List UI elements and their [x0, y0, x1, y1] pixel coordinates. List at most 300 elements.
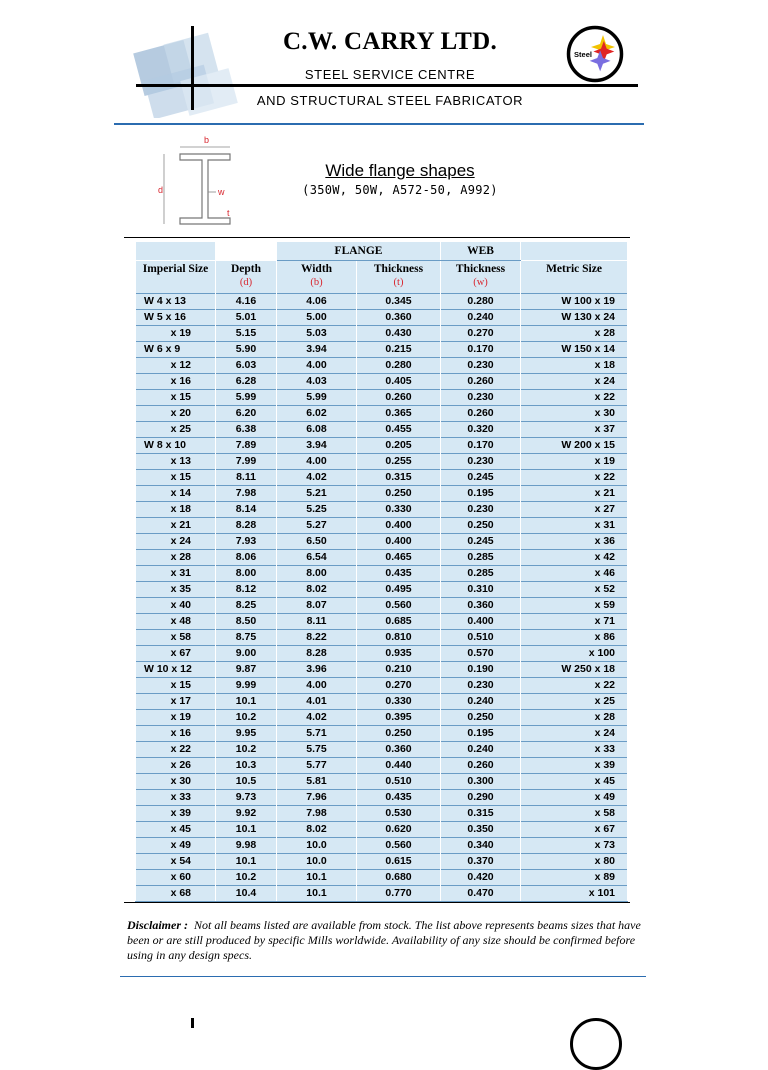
cell-flange-thickness: 0.270: [357, 678, 441, 694]
cell-depth: 10.4: [216, 886, 277, 902]
cell-imperial-size: x 16: [136, 726, 216, 742]
table-row: [136, 550, 628, 566]
header-vertical-rule: [191, 26, 194, 110]
cell-metric-size: W 150 x 14: [521, 342, 628, 358]
table-row: [136, 806, 628, 822]
col-header-width: [277, 261, 357, 294]
table-row: [136, 566, 628, 582]
cell-flange-thickness: 0.435: [357, 790, 441, 806]
cell-flange-width: 6.50: [277, 534, 357, 550]
cell-web-thickness: 0.420: [441, 870, 521, 886]
cell-flange-thickness: 0.400: [357, 518, 441, 534]
cell-metric-size: x 22: [521, 390, 628, 406]
cell-depth: 10.3: [216, 758, 277, 774]
cell-web-thickness: 0.400: [441, 614, 521, 630]
cell-depth: 4.16: [216, 294, 277, 310]
table-row: [136, 726, 628, 742]
company-tagline-1: STEEL SERVICE CENTRE: [304, 67, 476, 82]
cell-web-thickness: 0.230: [441, 358, 521, 374]
cell-metric-size: x 42: [521, 550, 628, 566]
col-header-flange-thickness: [357, 261, 441, 294]
cell-depth: 9.87: [216, 662, 277, 678]
cell-imperial-size: W 10 x 12: [136, 662, 216, 678]
cell-imperial-size: W 8 x 10: [136, 438, 216, 454]
cell-imperial-size: x 67: [136, 646, 216, 662]
cell-flange-thickness: 0.430: [357, 326, 441, 342]
blank-header: [136, 242, 216, 261]
col-symbol: (b): [310, 277, 323, 288]
cell-flange-width: 5.99: [277, 390, 357, 406]
cell-web-thickness: 0.300: [441, 774, 521, 790]
cell-web-thickness: 0.470: [441, 886, 521, 902]
table-row: [136, 790, 628, 806]
cell-imperial-size: x 12: [136, 358, 216, 374]
footer-divider: [120, 976, 646, 977]
cell-imperial-size: x 18: [136, 502, 216, 518]
table-row: [136, 662, 628, 678]
table-top-rule: [124, 237, 630, 238]
shape-grades: (350W, 50W, A572-50, A992): [302, 183, 498, 197]
cell-metric-size: x 37: [521, 422, 628, 438]
cell-depth: 9.73: [216, 790, 277, 806]
cell-depth: 8.28: [216, 518, 277, 534]
cell-metric-size: x 39: [521, 758, 628, 774]
cell-flange-thickness: 0.315: [357, 470, 441, 486]
cell-flange-width: 5.00: [277, 310, 357, 326]
table-row: [136, 886, 628, 902]
cell-metric-size: x 80: [521, 854, 628, 870]
cell-depth: 8.25: [216, 598, 277, 614]
cell-depth: 8.11: [216, 470, 277, 486]
cell-flange-width: 7.98: [277, 806, 357, 822]
cell-flange-width: 4.00: [277, 358, 357, 374]
cell-metric-size: x 21: [521, 486, 628, 502]
beam-dimensions-table: [135, 242, 628, 902]
steelmark-logo-icon: [566, 25, 624, 83]
cell-flange-width: 8.02: [277, 582, 357, 598]
cell-imperial-size: x 15: [136, 678, 216, 694]
cell-flange-thickness: 0.435: [357, 566, 441, 582]
cell-web-thickness: 0.340: [441, 838, 521, 854]
table-row: [136, 582, 628, 598]
table-row: [136, 342, 628, 358]
cell-imperial-size: x 54: [136, 854, 216, 870]
cell-imperial-size: x 30: [136, 774, 216, 790]
cell-depth: 10.1: [216, 854, 277, 870]
cell-flange-width: 6.54: [277, 550, 357, 566]
cell-metric-size: x 101: [521, 886, 628, 902]
cell-web-thickness: 0.260: [441, 406, 521, 422]
cell-flange-thickness: 0.400: [357, 534, 441, 550]
cell-flange-thickness: 0.560: [357, 838, 441, 854]
cell-flange-thickness: 0.685: [357, 614, 441, 630]
cell-depth: 5.01: [216, 310, 277, 326]
table-row: [136, 822, 628, 838]
cell-imperial-size: x 60: [136, 870, 216, 886]
cell-imperial-size: x 24: [136, 534, 216, 550]
cell-metric-size: x 24: [521, 374, 628, 390]
table-row: [136, 630, 628, 646]
cell-imperial-size: x 15: [136, 470, 216, 486]
cell-depth: 8.00: [216, 566, 277, 582]
cell-metric-size: x 19: [521, 454, 628, 470]
cell-flange-width: 8.22: [277, 630, 357, 646]
cell-flange-width: 5.77: [277, 758, 357, 774]
cell-web-thickness: 0.260: [441, 374, 521, 390]
cell-metric-size: x 28: [521, 710, 628, 726]
cell-flange-thickness: 0.455: [357, 422, 441, 438]
label-t: t: [227, 208, 230, 218]
cell-web-thickness: 0.190: [441, 662, 521, 678]
cell-flange-thickness: 0.365: [357, 406, 441, 422]
col-symbol: (d): [239, 277, 253, 288]
cell-flange-thickness: 0.250: [357, 486, 441, 502]
cell-depth: 9.92: [216, 806, 277, 822]
col-title: Thickness: [373, 263, 424, 275]
cell-imperial-size: x 31: [136, 566, 216, 582]
company-name: C.W. CARRY LTD.: [282, 28, 498, 55]
cell-web-thickness: 0.195: [441, 486, 521, 502]
cell-imperial-size: x 68: [136, 886, 216, 902]
cell-web-thickness: 0.230: [441, 454, 521, 470]
cell-depth: 6.28: [216, 374, 277, 390]
table-row: [136, 438, 628, 454]
cell-web-thickness: 0.230: [441, 502, 521, 518]
cell-imperial-size: x 14: [136, 486, 216, 502]
flange-group-header: FLANGE: [277, 242, 441, 261]
cell-imperial-size: x 45: [136, 822, 216, 838]
table-row: [136, 502, 628, 518]
shape-title-text: Wide flange shapes: [325, 161, 475, 180]
cell-flange-width: 3.96: [277, 662, 357, 678]
cell-flange-thickness: 0.465: [357, 550, 441, 566]
cell-imperial-size: x 15: [136, 390, 216, 406]
cell-metric-size: x 49: [521, 790, 628, 806]
cell-web-thickness: 0.250: [441, 710, 521, 726]
cell-flange-thickness: 0.495: [357, 582, 441, 598]
cell-web-thickness: 0.310: [441, 582, 521, 598]
cell-depth: 10.2: [216, 710, 277, 726]
cell-metric-size: x 18: [521, 358, 628, 374]
table-row: [136, 390, 628, 406]
cell-flange-width: 4.03: [277, 374, 357, 390]
table-row: [136, 422, 628, 438]
cell-metric-size: x 100: [521, 646, 628, 662]
cell-depth: 8.50: [216, 614, 277, 630]
table-group-header-row: [136, 242, 628, 261]
table-row: [136, 518, 628, 534]
table-row: [136, 742, 628, 758]
cell-metric-size: x 22: [521, 470, 628, 486]
cell-depth: 9.98: [216, 838, 277, 854]
cell-flange-width: 7.96: [277, 790, 357, 806]
cell-web-thickness: 0.230: [441, 390, 521, 406]
blank-header: [216, 242, 277, 261]
cell-flange-width: 3.94: [277, 342, 357, 358]
cell-flange-width: 4.00: [277, 678, 357, 694]
cell-flange-thickness: 0.935: [357, 646, 441, 662]
cell-imperial-size: x 19: [136, 710, 216, 726]
cell-depth: 8.14: [216, 502, 277, 518]
cell-imperial-size: x 13: [136, 454, 216, 470]
cell-metric-size: x 71: [521, 614, 628, 630]
cell-depth: 6.03: [216, 358, 277, 374]
cell-imperial-size: x 20: [136, 406, 216, 422]
cell-metric-size: W 130 x 24: [521, 310, 628, 326]
header-divider: [114, 123, 644, 125]
cell-flange-width: 5.71: [277, 726, 357, 742]
cell-web-thickness: 0.315: [441, 806, 521, 822]
cell-metric-size: x 25: [521, 694, 628, 710]
cell-web-thickness: 0.360: [441, 598, 521, 614]
col-title: Width: [300, 263, 333, 275]
cell-metric-size: x 24: [521, 726, 628, 742]
cell-web-thickness: 0.245: [441, 470, 521, 486]
col-header-web-thickness: [441, 261, 521, 294]
cell-web-thickness: 0.290: [441, 790, 521, 806]
cell-flange-thickness: 0.345: [357, 294, 441, 310]
table-row: [136, 870, 628, 886]
table-column-header-row: [136, 261, 628, 294]
steelmark-text: Steel: [574, 50, 592, 59]
table-row: [136, 470, 628, 486]
cell-flange-width: 4.01: [277, 694, 357, 710]
cell-web-thickness: 0.285: [441, 550, 521, 566]
cell-flange-width: 6.02: [277, 406, 357, 422]
col-title: Imperial Size: [142, 263, 209, 275]
cell-flange-width: 6.08: [277, 422, 357, 438]
table-row: [136, 758, 628, 774]
beam-table-container: [135, 242, 627, 902]
cell-web-thickness: 0.245: [441, 534, 521, 550]
cell-flange-width: 8.28: [277, 646, 357, 662]
cell-depth: 5.90: [216, 342, 277, 358]
cell-imperial-size: x 40: [136, 598, 216, 614]
cell-flange-width: 4.02: [277, 710, 357, 726]
col-symbol: (w): [473, 277, 488, 288]
cell-metric-size: x 52: [521, 582, 628, 598]
cell-metric-size: W 200 x 15: [521, 438, 628, 454]
cell-depth: 9.95: [216, 726, 277, 742]
cell-flange-thickness: 0.810: [357, 630, 441, 646]
cell-flange-thickness: 0.395: [357, 710, 441, 726]
cell-flange-thickness: 0.330: [357, 694, 441, 710]
cell-flange-thickness: 0.205: [357, 438, 441, 454]
cell-flange-thickness: 0.620: [357, 822, 441, 838]
cell-flange-thickness: 0.215: [357, 342, 441, 358]
next-page-header-fragment: [191, 1018, 194, 1028]
cell-imperial-size: x 21: [136, 518, 216, 534]
cell-flange-width: 10.1: [277, 870, 357, 886]
cell-metric-size: x 22: [521, 678, 628, 694]
disclaimer: [127, 918, 657, 963]
col-title: Depth: [230, 263, 262, 275]
table-row: [136, 694, 628, 710]
table-row: [136, 358, 628, 374]
cell-metric-size: x 89: [521, 870, 628, 886]
cell-flange-thickness: 0.440: [357, 758, 441, 774]
blank-header: [521, 242, 628, 261]
cell-flange-width: 5.25: [277, 502, 357, 518]
cell-metric-size: x 67: [521, 822, 628, 838]
wide-flange-diagram: [150, 133, 240, 233]
cell-depth: 7.99: [216, 454, 277, 470]
cell-flange-thickness: 0.250: [357, 726, 441, 742]
table-row: [136, 854, 628, 870]
cell-depth: 8.06: [216, 550, 277, 566]
cell-web-thickness: 0.270: [441, 326, 521, 342]
cell-web-thickness: 0.285: [441, 566, 521, 582]
cell-depth: 10.2: [216, 870, 277, 886]
cell-depth: 7.93: [216, 534, 277, 550]
cell-web-thickness: 0.230: [441, 678, 521, 694]
cell-web-thickness: 0.240: [441, 694, 521, 710]
label-d: d: [158, 185, 164, 195]
cell-flange-width: 4.02: [277, 470, 357, 486]
cell-flange-width: 5.03: [277, 326, 357, 342]
cell-flange-width: 5.75: [277, 742, 357, 758]
web-group-header: WEB: [441, 242, 521, 261]
col-title: Metric Size: [546, 263, 602, 275]
col-header-metric: [521, 261, 628, 294]
cell-metric-size: x 33: [521, 742, 628, 758]
cell-flange-width: 4.00: [277, 454, 357, 470]
table-row: [136, 534, 628, 550]
cell-depth: 7.89: [216, 438, 277, 454]
cell-imperial-size: x 22: [136, 742, 216, 758]
table-row: [136, 710, 628, 726]
table-row: [136, 614, 628, 630]
label-b: b: [204, 135, 210, 145]
cell-imperial-size: x 39: [136, 806, 216, 822]
cell-web-thickness: 0.350: [441, 822, 521, 838]
cell-metric-size: x 58: [521, 806, 628, 822]
cell-imperial-size: x 26: [136, 758, 216, 774]
table-row: [136, 678, 628, 694]
cell-web-thickness: 0.320: [441, 422, 521, 438]
cell-flange-thickness: 0.560: [357, 598, 441, 614]
cell-web-thickness: 0.170: [441, 438, 521, 454]
cell-flange-thickness: 0.510: [357, 774, 441, 790]
cell-flange-thickness: 0.210: [357, 662, 441, 678]
cell-flange-width: 3.94: [277, 438, 357, 454]
disclaimer-label: Disclaimer :: [127, 918, 188, 932]
table-body: [136, 294, 628, 902]
cell-flange-width: 10.0: [277, 854, 357, 870]
cell-depth: 5.99: [216, 390, 277, 406]
cell-web-thickness: 0.250: [441, 518, 521, 534]
cell-flange-thickness: 0.280: [357, 358, 441, 374]
cell-web-thickness: 0.240: [441, 742, 521, 758]
cell-flange-thickness: 0.360: [357, 310, 441, 326]
cell-metric-size: x 36: [521, 534, 628, 550]
table-row: [136, 326, 628, 342]
cell-web-thickness: 0.510: [441, 630, 521, 646]
cell-web-thickness: 0.240: [441, 310, 521, 326]
cell-imperial-size: x 25: [136, 422, 216, 438]
table-row: [136, 598, 628, 614]
cell-imperial-size: x 48: [136, 614, 216, 630]
table-row: [136, 294, 628, 310]
cell-metric-size: x 59: [521, 598, 628, 614]
label-w: w: [218, 187, 225, 197]
cell-flange-thickness: 0.360: [357, 742, 441, 758]
shape-title: [290, 161, 510, 181]
col-header-depth: [216, 261, 277, 294]
cell-web-thickness: 0.170: [441, 342, 521, 358]
cell-depth: 10.5: [216, 774, 277, 790]
cell-flange-width: 5.81: [277, 774, 357, 790]
cell-flange-width: 5.21: [277, 486, 357, 502]
cell-flange-thickness: 0.405: [357, 374, 441, 390]
cell-metric-size: W 250 x 18: [521, 662, 628, 678]
cell-flange-thickness: 0.615: [357, 854, 441, 870]
cell-metric-size: x 45: [521, 774, 628, 790]
cell-imperial-size: x 16: [136, 374, 216, 390]
company-tagline-2: AND STRUCTURAL STEEL FABRICATOR: [256, 93, 524, 108]
cell-web-thickness: 0.280: [441, 294, 521, 310]
disclaimer-text: Not all beams listed are available from stock. The list above represents beams sizes that have been or are still produced by specific Mills worldwide. Availability of any size should be confirmed before using in any design specs.: [127, 918, 641, 962]
cell-flange-width: 8.11: [277, 614, 357, 630]
cell-depth: 10.1: [216, 822, 277, 838]
cell-imperial-size: x 49: [136, 838, 216, 854]
cell-depth: 5.15: [216, 326, 277, 342]
cell-web-thickness: 0.260: [441, 758, 521, 774]
cell-metric-size: x 86: [521, 630, 628, 646]
cell-imperial-size: x 19: [136, 326, 216, 342]
cell-flange-width: 10.1: [277, 886, 357, 902]
col-title: Thickness: [455, 263, 506, 275]
col-symbol: (t): [393, 277, 404, 288]
cell-flange-thickness: 0.255: [357, 454, 441, 470]
cell-flange-thickness: 0.680: [357, 870, 441, 886]
table-row: [136, 838, 628, 854]
cell-depth: 10.1: [216, 694, 277, 710]
cell-metric-size: x 28: [521, 326, 628, 342]
table-bottom-rule: [124, 902, 630, 903]
cell-metric-size: x 46: [521, 566, 628, 582]
cell-imperial-size: W 4 x 13: [136, 294, 216, 310]
cell-depth: 8.75: [216, 630, 277, 646]
cell-imperial-size: W 6 x 9: [136, 342, 216, 358]
cell-depth: 9.99: [216, 678, 277, 694]
cell-depth: 8.12: [216, 582, 277, 598]
table-row: [136, 454, 628, 470]
cell-imperial-size: x 17: [136, 694, 216, 710]
cell-depth: 10.2: [216, 742, 277, 758]
cell-flange-width: 8.00: [277, 566, 357, 582]
cell-web-thickness: 0.195: [441, 726, 521, 742]
cell-flange-width: 5.27: [277, 518, 357, 534]
cell-depth: 7.98: [216, 486, 277, 502]
cell-flange-width: 8.02: [277, 822, 357, 838]
cell-web-thickness: 0.370: [441, 854, 521, 870]
col-header-imperial: [136, 261, 216, 294]
table-row: [136, 374, 628, 390]
cell-imperial-size: x 28: [136, 550, 216, 566]
cell-web-thickness: 0.570: [441, 646, 521, 662]
cell-imperial-size: x 58: [136, 630, 216, 646]
cell-metric-size: x 27: [521, 502, 628, 518]
header-horizontal-rule: [136, 84, 638, 87]
cell-imperial-size: x 35: [136, 582, 216, 598]
cell-metric-size: W 100 x 19: [521, 294, 628, 310]
cell-flange-width: 8.07: [277, 598, 357, 614]
table-row: [136, 646, 628, 662]
cell-flange-thickness: 0.530: [357, 806, 441, 822]
cell-depth: 6.38: [216, 422, 277, 438]
cell-flange-thickness: 0.260: [357, 390, 441, 406]
